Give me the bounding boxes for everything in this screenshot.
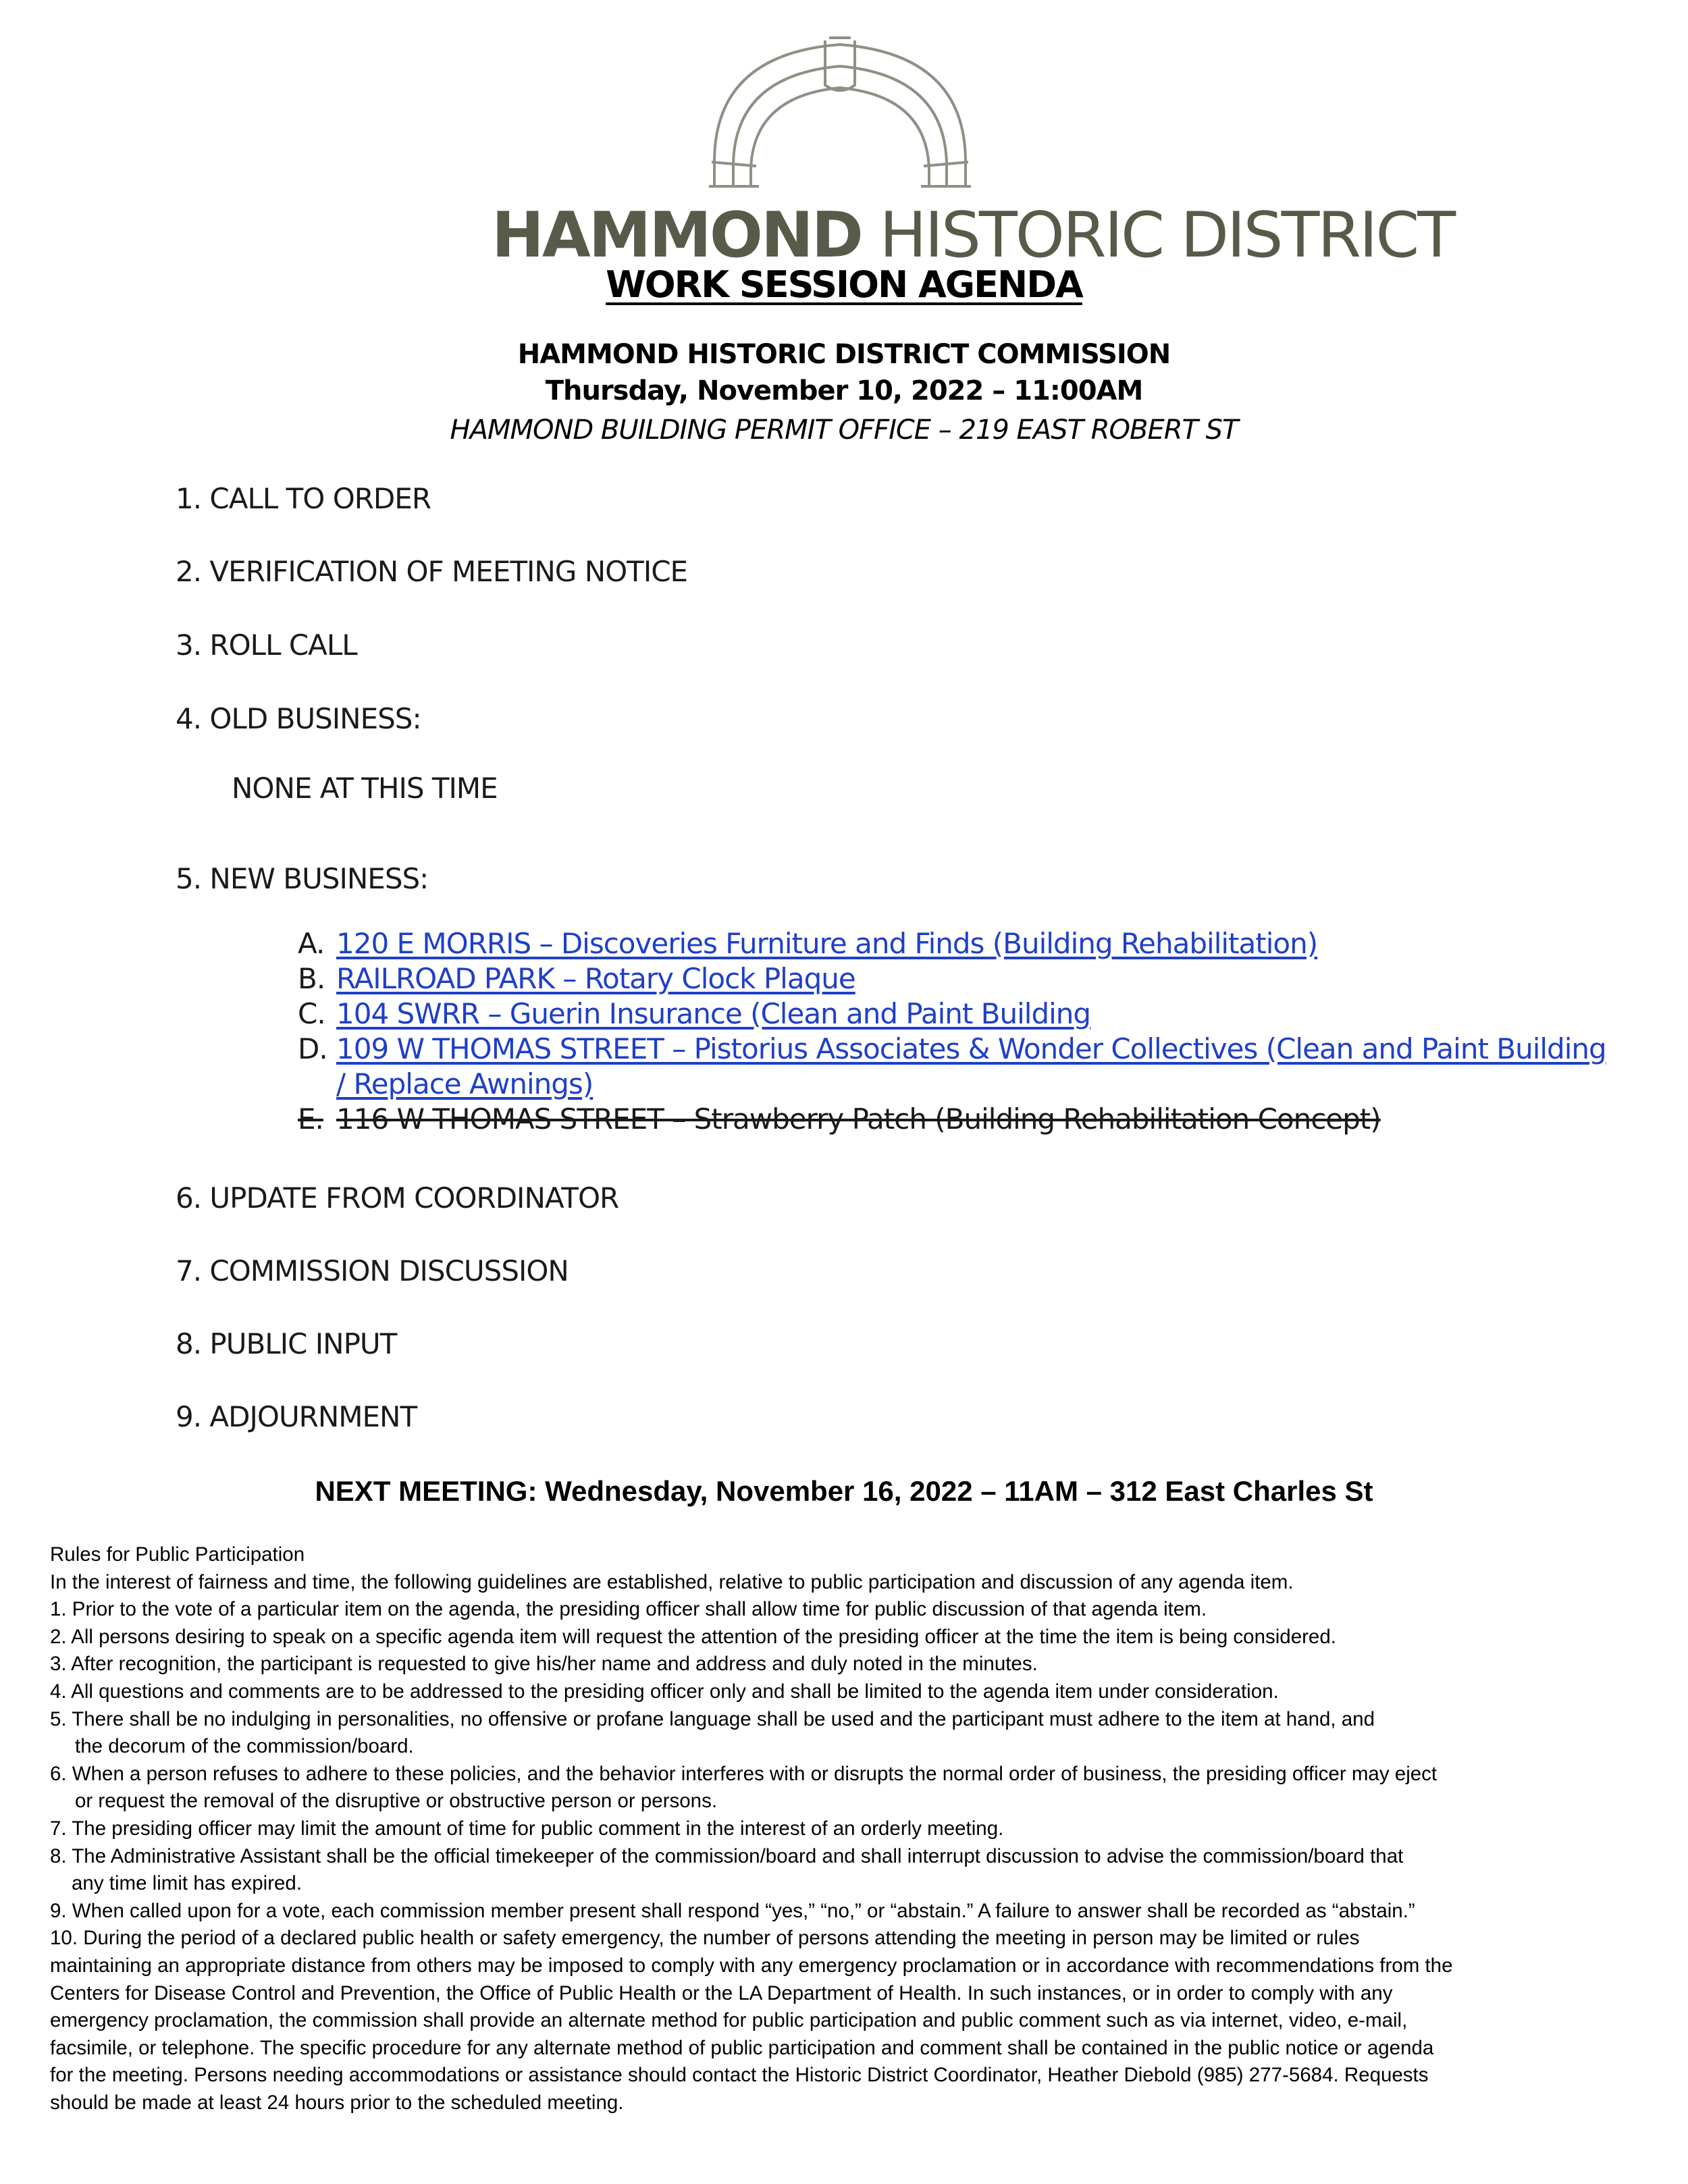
list-item: C. 104 SWRR – Guerin Insurance (Clean and Paint Building [298, 997, 1091, 1030]
new-business-list [298, 926, 1648, 1137]
meeting-datetime: Thursday, November 10, 2022 – 11:00AM [545, 375, 1143, 406]
list-item: A. 120 E MORRIS – Discoveries Furniture and Finds (Building Rehabilitation) [298, 927, 1318, 960]
rule-line: facsimile, or telephone. The specific procedure for any alternate method of public participation and comment shall be contained in the public notice or agenda [50, 2036, 1434, 2059]
arch-icon [492, 27, 1188, 209]
rule-line: 9. When called upon for a vote, each commission member present shall respond “yes,” “no,” or “abstain.” A failure to answer shall be recorded as “abstain.” [50, 1899, 1415, 1922]
agenda-item-roll-call: 3. ROLL CALL [176, 629, 357, 662]
meeting-location: HAMMOND BUILDING PERMIT OFFICE – 219 EAST ROBERT ST [450, 415, 1238, 446]
rule-line: 8. The Administrative Assistant shall be the official timekeeper of the commission/board and shall interrupt discussion to advise the commission/board that [50, 1844, 1404, 1867]
rule-line: or request the removal of the disruptive or obstructive person or persons. [75, 1790, 718, 1813]
agenda-item-old-business: 4. OLD BUSINESS: [176, 702, 421, 735]
rule-line: 5. There shall be no indulging in personalities, no offensive or profane language shall be used and the participant must adhere to the item at hand, and [50, 1707, 1375, 1730]
rule-line: 2. All persons desiring to speak on a specific agenda item will request the attention of the presiding officer at the time the item is being considered. [50, 1625, 1336, 1648]
agenda-item-public-input: 8. PUBLIC INPUT [176, 1327, 397, 1360]
rule-line: emergency proclamation, the commission shall provide an alternate method for public participation and public comment such as via internet, video, e-mail, [50, 2009, 1408, 2032]
agenda-item-commission-discussion: 7. COMMISSION DISCUSSION [176, 1254, 569, 1287]
agenda-item-adjournment: 9. ADJOURNMENT [176, 1400, 417, 1433]
new-business-link-b[interactable]: RAILROAD PARK – Rotary Clock Plaque [336, 962, 855, 995]
list-item [298, 1067, 1648, 1102]
rules-heading: Rules for Public Participation [50, 1543, 305, 1566]
rule-line: should be made at least 24 hours prior to the scheduled meeting. [50, 2091, 624, 2114]
rule-line: 3. After recognition, the participant is requested to give his/her name and address and duly noted in the minutes. [50, 1653, 1038, 1676]
rule-line: 10. During the period of a declared public health or safety emergency, the number of persons attending the meeting in person may be limited or rules [50, 1927, 1360, 1950]
agenda-item-update-coordinator: 6. UPDATE FROM COORDINATOR [176, 1181, 619, 1215]
logo-wordmark: HAMMOND HISTORIC DISTRICT [492, 198, 1454, 271]
list-item: D. 109 W THOMAS STREET – Pistorius Associates & Wonder Collectives (Clean and Paint Building [298, 1032, 1606, 1065]
commission-name: HAMMOND HISTORIC DISTRICT COMMISSION [517, 339, 1171, 370]
rule-line: 4. All questions and comments are to be addressed to the presiding officer only and shall be limited to the agenda item under consideration. [50, 1680, 1279, 1703]
list-item: E. 116 W THOMAS STREET – Strawberry Patch (Building Rehabilitation Concept) [298, 1102, 1381, 1136]
page-title: WORK SESSION AGENDA [606, 263, 1082, 306]
new-business-link-a[interactable]: 120 E MORRIS – Discoveries Furniture and Finds (Building Rehabilitation) [336, 927, 1318, 960]
rule-line: the decorum of the commission/board. [75, 1735, 414, 1758]
rules-intro: In the interest of fairness and time, the following guidelines are established, relative to public participation and discussion of any agenda item. [50, 1570, 1294, 1593]
hammond-historic-district-logo [492, 27, 1454, 271]
rule-line: for the meeting. Persons needing accommodations or assistance should contact the Historic District Coordinator, Heather Diebold (985) 277-5684. Requests [50, 2064, 1429, 2087]
rules-for-public-participation [50, 1541, 1670, 2116]
list-item: B. RAILROAD PARK – Rotary Clock Plaque [298, 962, 855, 995]
old-business-none: NONE AT THIS TIME [232, 772, 498, 805]
new-business-link-d-cont[interactable]: / Replace Awnings) [336, 1067, 594, 1100]
new-business-item-e-struck: 116 W THOMAS STREET – Strawberry Patch (Building Rehabilitation Concept) [336, 1102, 1381, 1136]
agenda-item-call-to-order: 1. CALL TO ORDER [176, 482, 431, 515]
rule-line: Centers for Disease Control and Prevention, the Office of Public Health or the LA Department of Health. In such instances, or in order to comply with any [50, 1981, 1393, 2004]
agenda-item-verification: 2. VERIFICATION OF MEETING NOTICE [176, 555, 688, 588]
agenda-item-new-business: 5. NEW BUSINESS: [176, 862, 429, 895]
rule-line: 7. The presiding officer may limit the amount of time for public comment in the interest of an orderly meeting. [50, 1817, 1004, 1840]
rule-line: any time limit has expired. [72, 1872, 302, 1895]
next-meeting: NEXT MEETING: Wednesday, November 16, 2022 – 11AM – 312 East Charles St [315, 1475, 1373, 1507]
rule-line: maintaining an appropriate distance from others may be imposed to comply with any emergency proclamation or in accordance with recommendations from the [50, 1954, 1453, 1977]
rule-line: 6. When a person refuses to adhere to these policies, and the behavior interferes with or disrupts the normal order of business, the presiding officer may eject [50, 1762, 1438, 1785]
new-business-link-c[interactable]: 104 SWRR – Guerin Insurance (Clean and Paint Building [336, 997, 1091, 1030]
rule-line: 1. Prior to the vote of a particular item on the agenda, the presiding officer shall allow time for public discussion of that agenda item. [50, 1598, 1207, 1621]
new-business-link-d[interactable]: 109 W THOMAS STREET – Pistorius Associates & Wonder Collectives (Clean and Paint Building [336, 1032, 1606, 1065]
